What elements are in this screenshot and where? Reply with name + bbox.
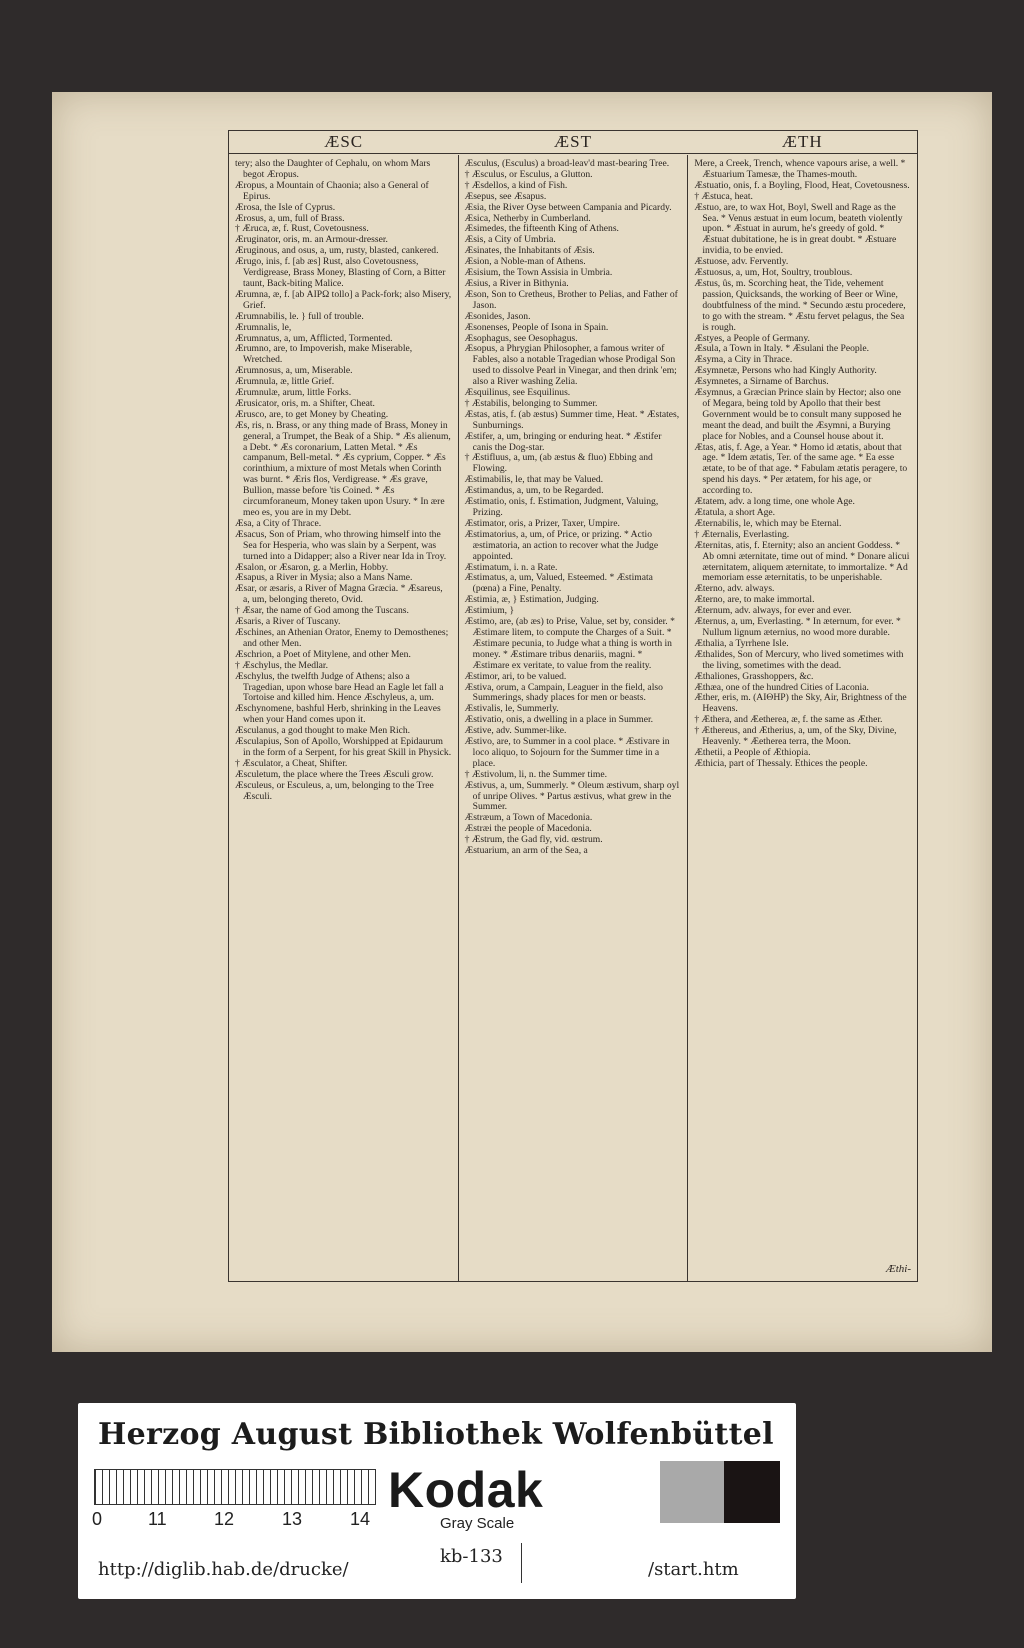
dictionary-entry: Æstuose, adv. Fervently.	[694, 256, 789, 268]
dictionary-entry: Æsyma, a City in Thrace.	[694, 354, 793, 366]
dictionary-entry: tery; also the Daughter of Cephalu, on whom Mars begot Æropus.	[235, 158, 431, 180]
dictionary-entry: Æsymnetæ, Persons who had Kingly Authority.	[694, 365, 877, 377]
dictionary-entry: Ætatula, a short Age.	[694, 507, 776, 518]
running-head-right: ÆTH	[781, 132, 823, 151]
library-color-card	[78, 1403, 796, 1599]
dictionary-entry: Æsepus, see Æsapus.	[464, 190, 547, 202]
dictionary-entry: Ærumnula, æ, little Grief.	[235, 376, 335, 388]
dictionary-entry: Æstuatio, onis, f. a Boyling, Flood, Heat, Covetousness.	[694, 179, 910, 191]
dictionary-entry: Æternum, adv. always, for ever and ever.	[694, 605, 852, 617]
dictionary-entry: Æstimium, }	[464, 605, 515, 617]
dictionary-entry: Æsis, a City of Umbria.	[464, 234, 556, 246]
dictionary-entry: Æsquilinus, see Esquilinus.	[464, 387, 571, 399]
dictionary-entry: Ærumno, are, to Impoverish, make Miserable, Wretched.	[235, 343, 413, 366]
catchword: Æthi-	[885, 1263, 911, 1275]
dictionary-entry: Æsion, a Noble-man of Athens.	[464, 256, 586, 268]
dictionary-entry: Æstifer, a, um, bringing or enduring heat. * Æstifer canis the Dog-star.	[464, 430, 662, 453]
dictionary-entry: Æsculetum, the place where the Trees Æsculi grow.	[235, 768, 434, 780]
dictionary-entry: † Æsdellos, a kind of Fish.	[464, 179, 568, 191]
dictionary-entry: Æsacus, Son of Priam, who throwing himself into the Sea for Hesperia, who was slain by a Serpent, was turned into a Didapper; also a River near Ida in Troy.	[235, 528, 447, 562]
dictionary-entry: Æstivatio, onis, a dwelling in a place in Summer.	[464, 714, 654, 726]
dictionary-entry: Æsculanus, a god thought to make Men Rich.	[235, 725, 411, 737]
dictionary-entry: † Æstuca, heat.	[694, 190, 753, 202]
dictionary-entry: Æthetii, a People of Æthiopia.	[694, 746, 811, 758]
dictionary-entry: Æstuosus, a, um, Hot, Soultry, troublous.	[694, 267, 853, 279]
dictionary-entry: Æstuarium, an arm of the Sea, a	[464, 845, 588, 857]
dictionary-entry: Ærumnalis, le,	[235, 321, 292, 333]
library-name: Herzog August Bibliothek Wolfenbüttel	[98, 1417, 774, 1452]
dictionary-entry: Æstimabilis, le, that may be Valued.	[464, 474, 604, 486]
ruler-number: 14	[350, 1509, 371, 1529]
column-1	[229, 155, 458, 1281]
dictionary-entry: Æthalia, a Tyrrhene Isle.	[694, 637, 789, 649]
dictionary-entry: Æthalides, Son of Mercury, who lived sometimes with the living, sometimes with the dead.	[694, 648, 904, 671]
dictionary-entry: Æsonenses, People of Isona in Spain.	[464, 321, 609, 333]
dictionary-entry: Ærumnulæ, arum, little Forks.	[235, 387, 352, 399]
dictionary-entry: Æsapus, a River in Mysia; also a Mans Name.	[235, 572, 413, 584]
dictionary-entry: Ærosa, the Isle of Cyprus.	[235, 201, 336, 213]
dictionary-entry: Æstyes, a People of Germany.	[694, 332, 810, 344]
dictionary-entry: Ærumnosus, a, um, Miserable.	[235, 365, 353, 377]
dictionary-entry: † Æstivolum, li, n. the Summer time.	[464, 768, 607, 780]
running-heads	[229, 131, 917, 154]
column-2	[458, 155, 688, 1281]
dictionary-entry: Æstimatorius, a, um, of Price, or prizing. * Actio æstimatoria, an action to recover what the Judge appointed.	[464, 528, 659, 562]
dictionary-entry: Æs, ris, n. Brass, or any thing made of Brass, Money in general, a Trumpet, the Beak of a Ship. * Æs alienum, a Debt. * Æs coronarium, Latten Metal. * Æs campanum, Bell-metal. * Æs cyprium, Copper. * Æs corinthium, a mixture of most Metals when Corinth was burnt. * Æris flos, Verdigrease. * Æs grave, Bullion, masse before 'tis Coined. * Æs circumforaneum, Money taken upon Usury. * In ære meo es, you are in my Debt.	[235, 419, 451, 518]
dictionary-entry: Æstræi the people of Macedonia.	[464, 823, 592, 835]
dictionary-entry: Æternitas, atis, f. Eternity; also an ancient Goddess. * Ab omni æternitate, time out of mind. * Donare alicui æternitatem, aliquem æternitate, to immortalize. * Ad memoriam esse æternitatis, to be unperishable.	[694, 539, 910, 584]
dictionary-entry: Æsaris, a River of Tuscany.	[235, 616, 341, 628]
dictionary-entry: Æstimandus, a, um, to be Regarded.	[464, 485, 604, 497]
dictionary-entry: Mere, a Creek, Trench, whence vapours arise, a well. * Æstuarium Tamesæ, the Thames-mouth.	[694, 158, 906, 180]
scale-ruler	[94, 1469, 376, 1505]
dictionary-entry: Ærumnabilis, le. } full of trouble.	[235, 310, 364, 322]
dictionary-entry: Æropus, a Mountain of Chaonia; also a General of Epirus.	[235, 179, 429, 202]
ruler-number: 12	[214, 1509, 235, 1529]
text-columns	[229, 155, 917, 1281]
column-3	[687, 155, 917, 1281]
dictionary-entry: Æschines, an Athenian Orator, Enemy to Demosthenes; and other Men.	[235, 626, 449, 649]
dictionary-entry: Æstimor, ari, to be valued.	[464, 670, 567, 682]
dictionary-entry: † Æstrum, the Gad fly, vid. œstrum.	[464, 834, 603, 846]
dictionary-entry: Æther, eris, m. (ΑΙΘΗΡ) the Sky, Air, Brightness of the Heavens.	[694, 692, 907, 715]
shelfmark-code: kb-133	[440, 1543, 522, 1583]
start-page-url: /start.htm	[648, 1559, 739, 1580]
dictionary-entry: Æstimia, æ, } Estimation, Judging.	[464, 594, 599, 606]
dictionary-entry: † Æsar, the name of God among the Tuscans.	[235, 605, 409, 617]
dictionary-entry: † Æstifluus, a, um, (ab æstus & fluo) Ebbing and Flowing.	[464, 452, 653, 475]
dictionary-entry: Æschynomene, bashful Herb, shrinking in the Leaves when your Hand comes upon it.	[235, 703, 441, 726]
dictionary-entry: Æsia, the River Oyse between Campania and Picardy.	[464, 201, 672, 213]
dictionary-entry: † Æruca, æ, f. Rust, Covetousness.	[235, 223, 369, 235]
dictionary-entry: Æruginous, and osus, a, um, rusty, blasted, cankered.	[235, 245, 439, 257]
dictionary-entry: Ærumna, æ, f. [ab ΑΙΡΩ tollo] a Pack-fork; also Misery, Grief.	[235, 288, 452, 311]
dictionary-entry: Ærumnatus, a, um, Afflicted, Tormented.	[235, 332, 393, 344]
dictionary-entry: Æsymnus, a Græcian Prince slain by Hector; also one of Megara, being told by Apollo that their best Government would be to consult many supposed he meant the dead, and built the Æsymni, a Burying place for Nobles, and a Counsel house about it.	[694, 387, 902, 442]
dictionary-entry: Ærusco, are, to get Money by Cheating.	[235, 408, 389, 420]
dictionary-entry: Æstimo, are, (ab æs) to Prise, Value, set by, consider. * Æstimare litem, to compute the Charges of a Suit. * Æstimare pecunia, to Judge what a thing is worth in money. * Æstimare tribus denariis, magni. * Æstimare ex veritate, to value from the reality.	[464, 616, 675, 671]
dictionary-entry: Æstimatio, onis, f. Estimation, Judgment, Valuing, Prizing.	[464, 496, 659, 518]
dictionary-entry: Æstivus, a, um, Summerly. * Oleum æstivum, sharp oyl of unripe Olives. * Partus æstivus, what grew in the Summer.	[464, 779, 680, 813]
dictionary-entry: Æsculeus, or Esculeus, a, um, belonging to the Tree Æsculi.	[235, 779, 434, 802]
dictionary-entry: † Æthereus, and Ætherius, a, um, of the Sky, Divine, Heavenly. * Æetherea terra, the Moon.	[694, 725, 897, 748]
dictionary-entry: Ætatem, adv. a long time, one whole Age.	[694, 496, 855, 508]
dictionary-entry: Æterno, are, to make immortal.	[694, 594, 815, 606]
dictionary-entry: Æterno, adv. always.	[694, 583, 775, 595]
dictionary-entry: Æstivalis, le, Summerly.	[464, 703, 559, 715]
dictionary-entry: Æstive, adv. Summer-like.	[464, 725, 567, 737]
dictionary-entry: Ærugo, inis, f. [ab æs] Rust, also Covetousness, Verdigrease, Brass Money, Blasting of Corn, a Bitter taunt, Back-biting Malice.	[235, 256, 446, 289]
dictionary-entry: Ærosus, a, um, full of Brass.	[235, 212, 345, 224]
ruler-number: 0	[92, 1509, 103, 1529]
dictionary-entry: Æstas, atis, f. (ab æstus) Summer time, Heat. * Æstates, Sunburnings.	[464, 408, 680, 431]
dictionary-entry: Æstimatum, i. n. a Rate.	[464, 561, 558, 573]
dictionary-entry: Æsa, a City of Thrace.	[235, 517, 322, 529]
dictionary-entry: Æstuo, are, to wax Hot, Boyl, Swell and Rage as the Sea. * Venus æstuat in eum locum, beateth violently upon. * Æstuat in aurum, he's greedy of gold. * Æstuat dubitatione, he is in great doubt. * Æstuare invidia, to be envied.	[694, 201, 903, 257]
dictionary-entry: Æsisium, the Town Assisia in Umbria.	[464, 267, 613, 279]
library-url: http://diglib.hab.de/drucke/	[98, 1559, 349, 1580]
dictionary-entry: Æsymnetes, a Sirname of Barchus.	[694, 376, 829, 388]
dictionary-entry: Æsimedes, the fifteenth King of Athens.	[464, 223, 619, 235]
dictionary-entry: Ærusicator, oris, m. a Shifter, Cheat.	[235, 397, 375, 409]
dictionary-entry: † Æsculus, or Esculus, a Glutton.	[464, 168, 593, 180]
dictionary-entry: Æsalon, or Æsaron, g. a Merlin, Hobby.	[235, 561, 389, 573]
dictionary-entry: Æthaliones, Grasshoppers, &c.	[694, 670, 814, 682]
dictionary-entry: Æschylus, the twelfth Judge of Athens; also a Tragedian, upon whose bare Head an Eagle let fall a Tortoise and killed him. Hence Æschyleus, a, um.	[235, 670, 444, 704]
dictionary-entry: † Æschylus, the Medlar.	[235, 659, 328, 671]
dictionary-entry: Æson, Son to Cretheus, Brother to Pelias, and Father of Jason.	[464, 288, 678, 311]
ruler-numbers	[92, 1509, 392, 1531]
ruler-number: 13	[282, 1509, 303, 1529]
black-swatch	[724, 1461, 780, 1523]
running-head-left: ÆSC	[324, 132, 364, 151]
dictionary-entry: Æsar, or æsaris, a River of Magna Græcia. * Æsareus, a, um, belonging thereto, Ovid.	[235, 583, 443, 606]
kodak-logo: Kodak	[388, 1462, 544, 1518]
dictionary-entry: Æsula, a Town in Italy. * Æsulani the People.	[694, 343, 870, 355]
dictionary-frame	[228, 130, 918, 1282]
dictionary-entry: Æsinates, the Inhabitants of Æsis.	[464, 245, 595, 257]
dictionary-entry: Æstiva, orum, a Campain, Leaguer in the field, also Summerings, shady places for men or beasts.	[464, 681, 663, 704]
dictionary-entry: Æstus, ûs, m. Scorching heat, the Tide, vehement passion, Quicksands, the working of Beer or Wine, doubtfulness of the mind. * Secundo æstu procedere, to go with the stream. * Æstu fervet pelagus, the Sea is rough.	[694, 277, 906, 333]
dictionary-entry: Æsculus, (Esculus) a broad-leav'd mast-bearing Tree.	[464, 158, 670, 169]
dictionary-entry: Æsopus, a Phrygian Philosopher, a famous writer of Fables, also a notable Tragedian whose Prodigal Son used to dissolve Pearl in Vinegar, and then drink 'em; also a River washing Zelia.	[464, 343, 677, 388]
dictionary-entry: Æschrion, a Poet of Mitylene, and other Men.	[235, 648, 411, 660]
dictionary-entry: Æthicia, part of Thessaly. Ethices the people.	[694, 757, 868, 769]
dictionary-entry: Æthæa, one of the hundred Cities of Laconia.	[694, 681, 869, 693]
dictionary-entry: Æsculapius, Son of Apollo, Worshipped at Epidaurum in the form of a Serpent, for his great Skill in Physick.	[235, 736, 452, 758]
dictionary-entry: † Æthera, and Æetherea, æ, f. the same as Æther.	[694, 714, 883, 726]
dictionary-entry: Æternabilis, le, which may be Eternal.	[694, 517, 842, 529]
scanned-page	[52, 92, 992, 1352]
dictionary-entry: Ætas, atis, f. Age, a Year. * Homo id ætatis, about that age. * Idem ætatis, Ter. of the same age. * Ea esse ætate, to be of that age. * Fabulam ætatis peragere, to spend his days. * Per ætatem, for his age, or according to.	[694, 441, 908, 497]
running-head-center: ÆST	[554, 132, 592, 151]
dictionary-entry: Æternus, a, um, Everlasting. * In æternum, for ever. * Nullum lignum æternius, no wood more durable.	[694, 616, 901, 638]
dictionary-entry: Æsophagus, see Oesophagus.	[464, 332, 578, 344]
dictionary-entry: Æstræum, a Town of Macedonia.	[464, 812, 593, 824]
dictionary-entry: † Æternalis, Everlasting.	[694, 528, 790, 540]
gray-swatch	[660, 1461, 724, 1523]
ruler-number: 11	[148, 1509, 167, 1529]
dictionary-entry: Æstimator, oris, a Prizer, Taxer, Umpire.	[464, 517, 620, 529]
dictionary-entry: † Æstabilis, belonging to Summer.	[464, 397, 598, 409]
gray-scale-label: Gray Scale	[440, 1515, 515, 1532]
dictionary-entry: Æsica, Netherby in Cumberland.	[464, 212, 591, 224]
dictionary-entry: † Æsculator, a Cheat, Shifter.	[235, 757, 348, 769]
dictionary-entry: Æstivo, are, to Summer in a cool place. * Æstivare in loco aliquo, to Sojourn for the Summer time in a place.	[464, 736, 670, 769]
dictionary-entry: Æsonides, Jason.	[464, 310, 531, 322]
dictionary-entry: Æruginator, oris, m. an Armour-dresser.	[235, 234, 388, 246]
dictionary-entry: Æstimatus, a, um, Valued, Esteemed. * Æstimata (pœna) a Fine, Penalty.	[464, 572, 653, 595]
dictionary-entry: Æsius, a River in Bithynia.	[464, 277, 569, 289]
